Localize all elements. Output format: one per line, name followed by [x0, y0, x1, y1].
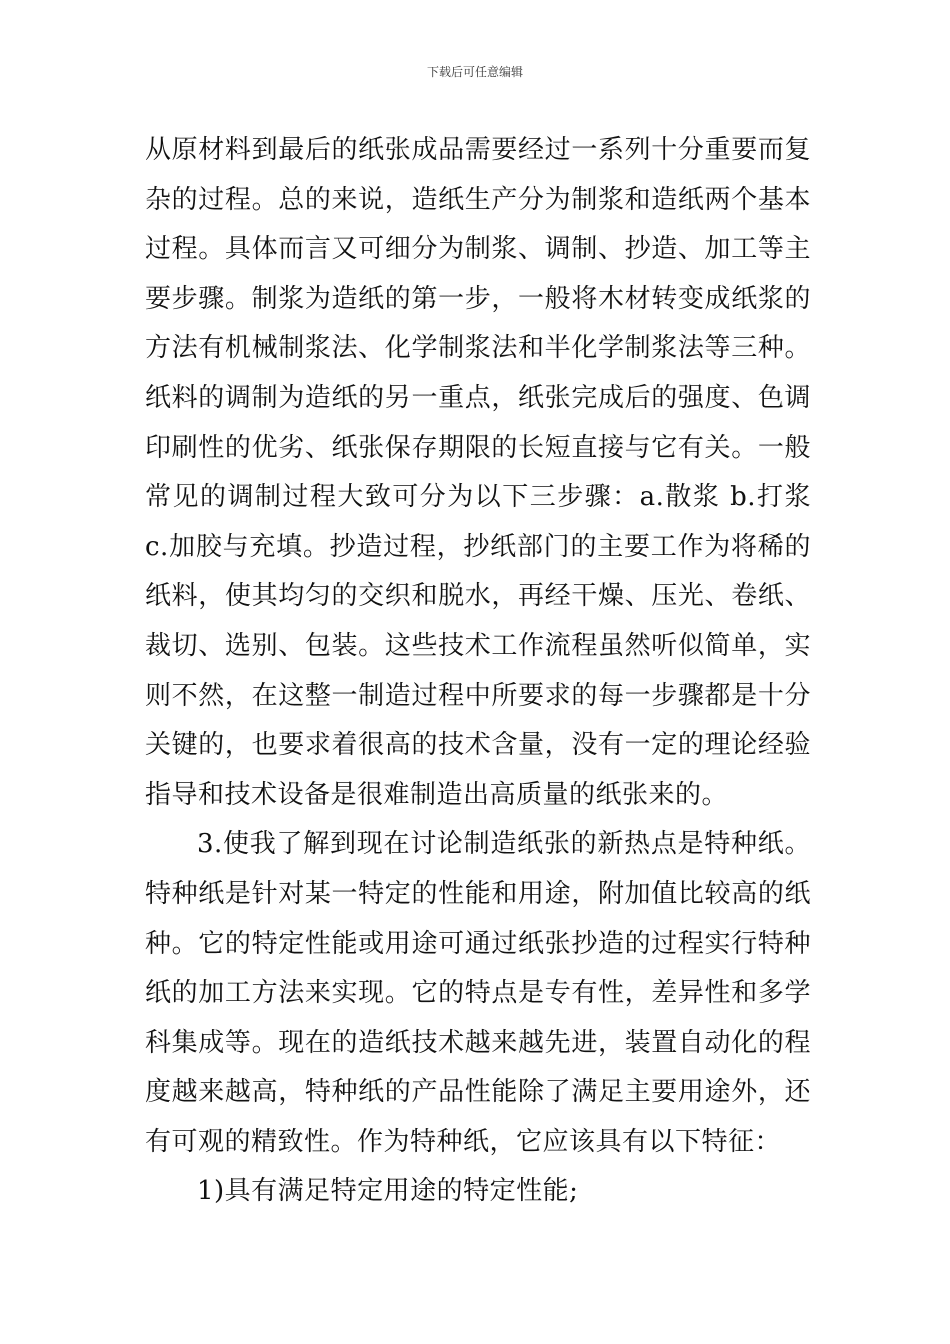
paragraph-process-overview: 从原材料到最后的纸张成品需要经过一系列十分重要而复杂的过程。总的来说，造纸生产分为制浆和造纸两个基本过程。具体而言又可细分为制浆、调制、抄造、加工等主要步骤。制浆为造纸的第一步，一般将木材转变成纸浆的方法有机械制浆法、化学制浆法和半化学制浆法等三种。纸料的调制为造纸的另一重点，纸张完成后的强度、色调印刷性的优劣、纸张保存期限的长短直接与它有关。一般常见的调制过程大致可分为以下三步骤：a.散浆 b.打浆 c.加胶与充填。抄造过程，抄纸部门的主要工作为将稀的纸料，使其均匀的交织和脱水，再经干燥、压光、卷纸、裁切、选别、包装。这些技术工作流程虽然听似简单，实则不然，在这整一制造过程中所要求的每一步骤都是十分关键的，也要求着很高的技术含量，没有一定的理论经验指导和技术设备是很难制造出高质量的纸张来的。 [145, 135, 811, 810]
document-body [145, 126, 811, 1217]
list-item-feature-1: 1)具有满足特定用途的特定性能; [197, 1176, 579, 1207]
page-header: 下载后可任意编辑 [426, 65, 523, 79]
paragraph-specialty-paper: 3.使我了解到现在讨论制造纸张的新热点是特种纸。特种纸是针对某一特定的性能和用途，附加值比较高的纸种。它的特定性能或用途可通过纸张抄造的过程实行特种纸的加工方法来实现。它的特点是专有性，差异性和多学科集成等。现在的造纸技术越来越先进，装置自动化的程度越来越高，特种纸的产品性能除了满足主要用途外，还有可观的精致性。作为特种纸，它应该具有以下特征： [145, 829, 811, 1157]
